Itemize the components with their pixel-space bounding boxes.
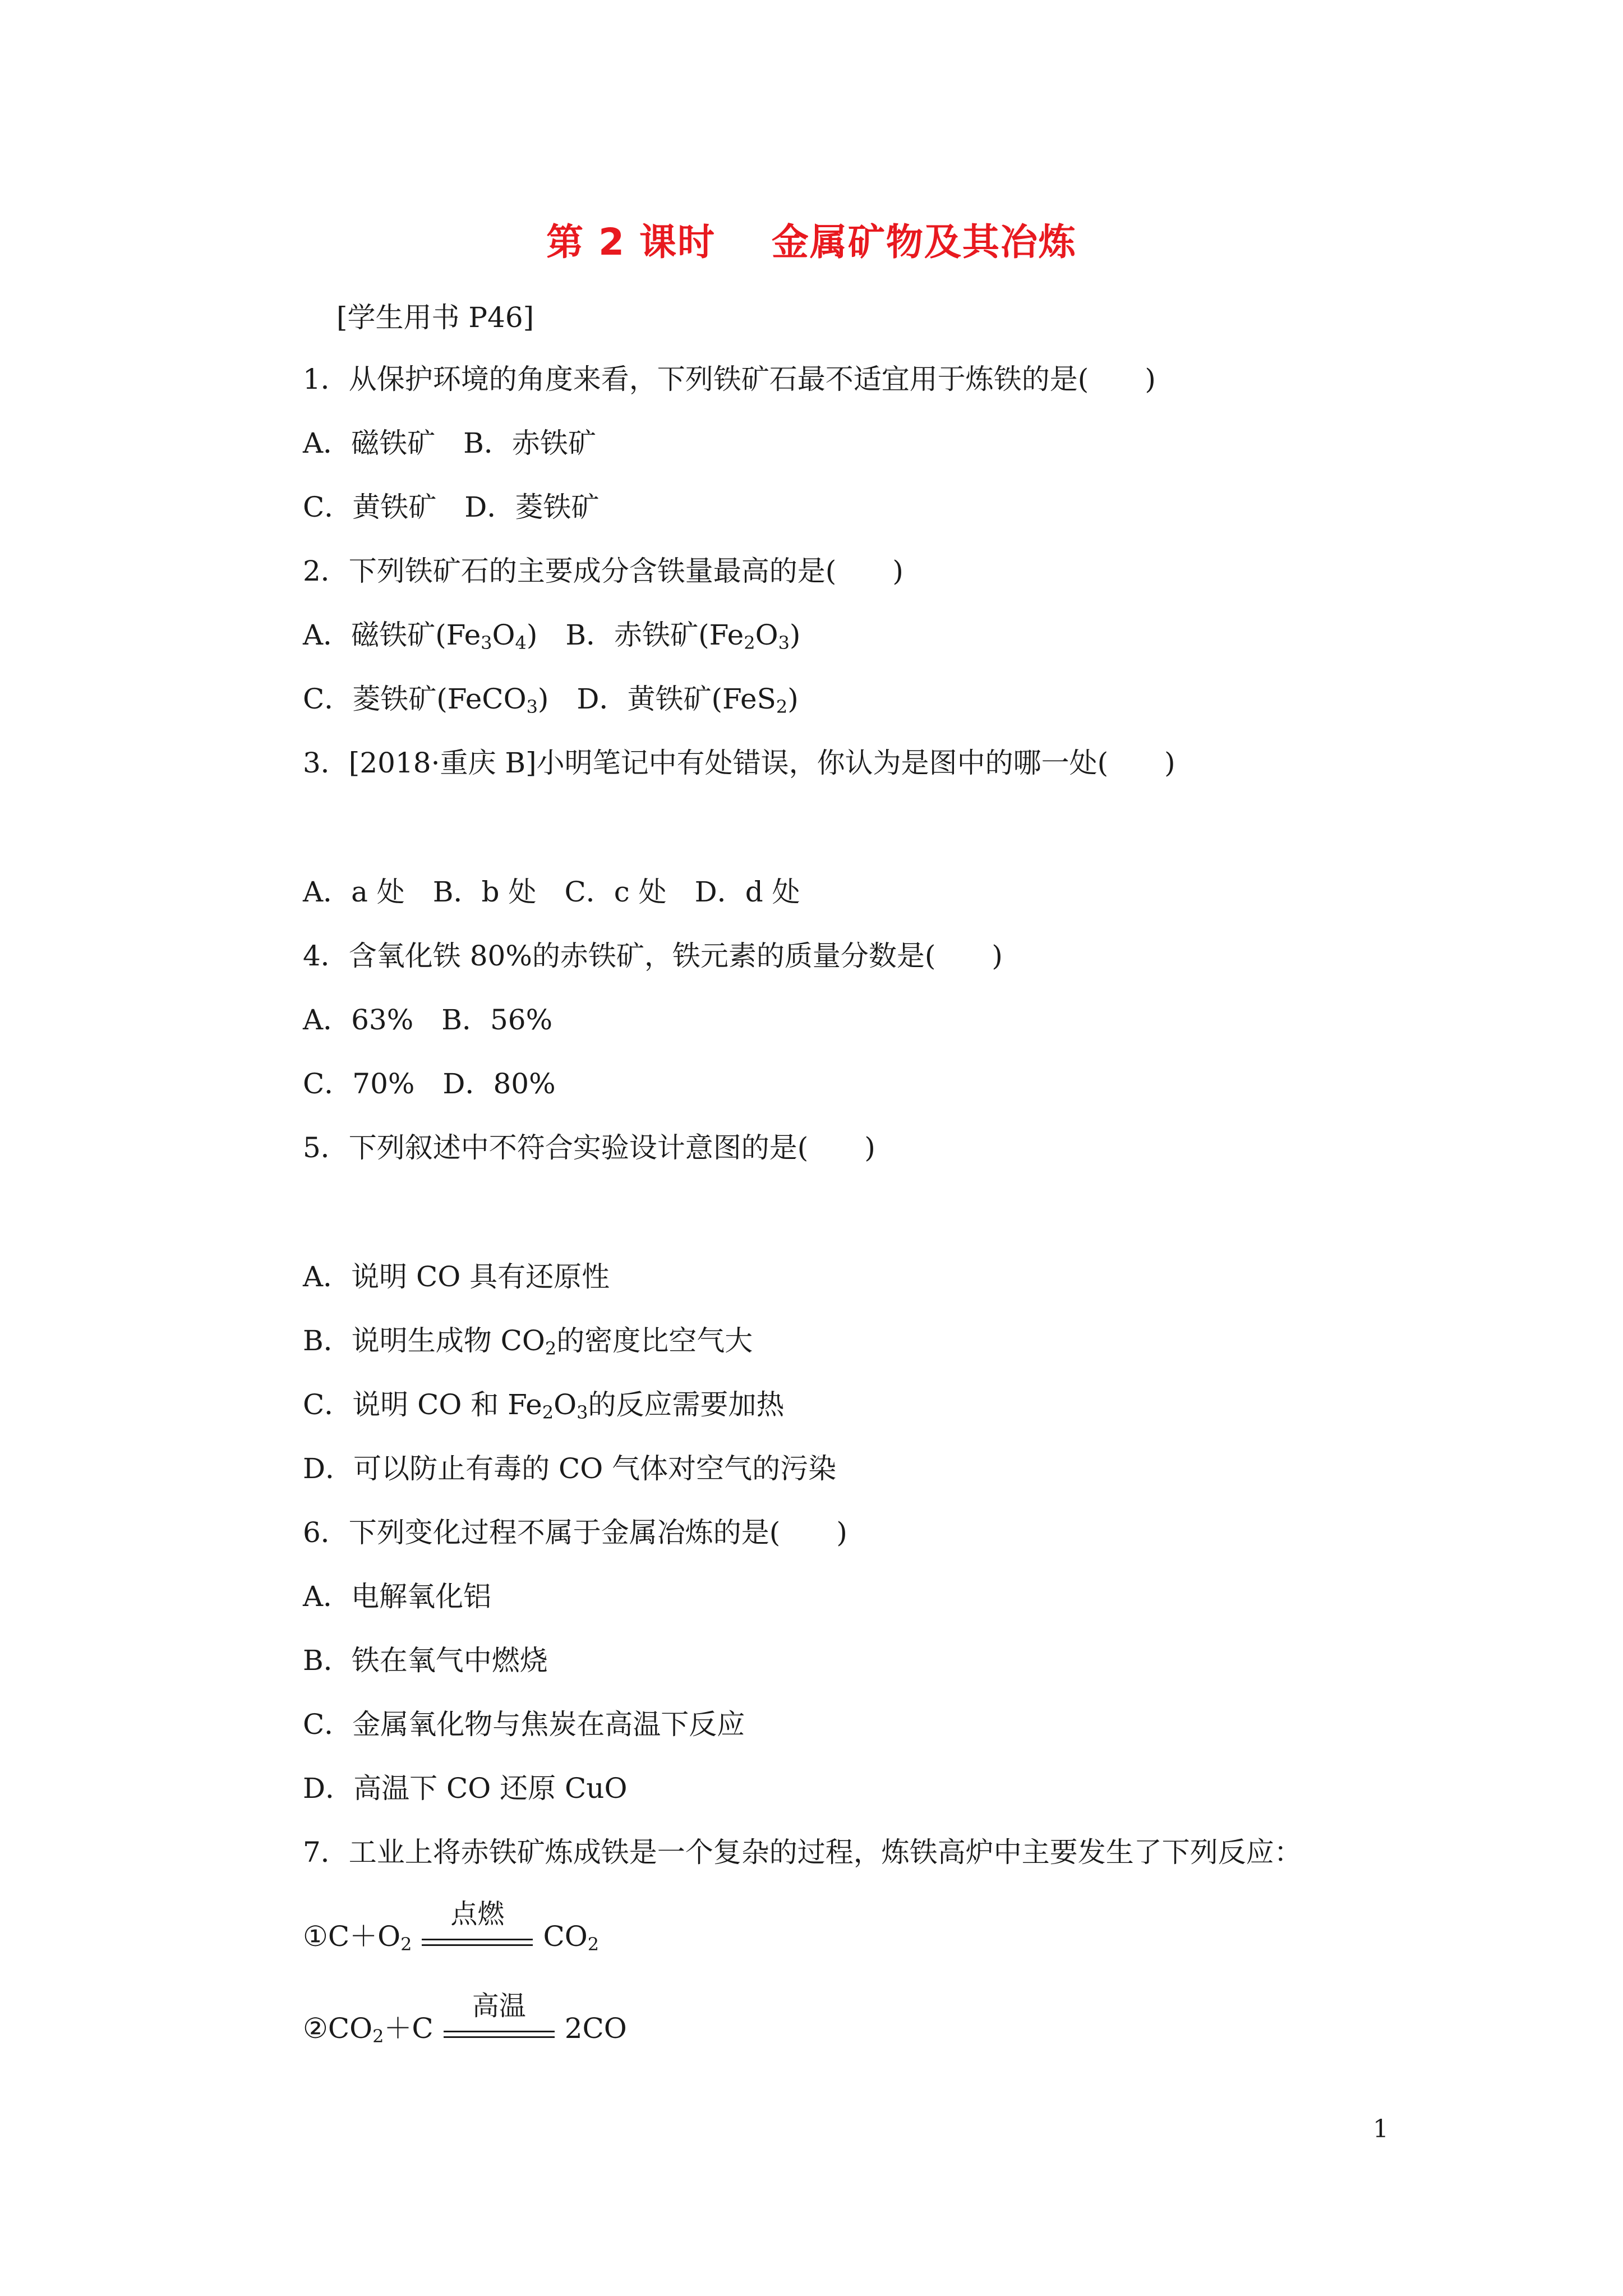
textbook-reference: [学生用书 P46]	[336, 301, 534, 334]
question-5-option-b: B．说明生成物 $CO_2$的密度比空气大	[303, 1324, 753, 1359]
reaction-condition-sign: 高温	[440, 2012, 558, 2045]
question-2-stem: 2．下列铁矿石的主要成分含铁量最高的是( )	[303, 555, 903, 587]
question-6-option-c: C．金属氧化物与焦炭在高温下反应	[303, 1708, 745, 1741]
reaction-1: $①C+O_2$ 点燃 $CO_2$	[303, 1898, 600, 1955]
reaction-condition-sign: 点燃	[418, 1920, 536, 1953]
question-3-options: A．a 处 B．b 处 C．c 处 D．d 处	[303, 876, 800, 908]
question-3-stem: 3．[2018·重庆 B]小明笔记中有处错误，你认为是图中的哪一处( )	[303, 747, 1175, 779]
question-6-option-b: B．铁在氧气中燃烧	[303, 1644, 548, 1677]
page-title: 第 2 课时 金属矿物及其冶炼	[546, 220, 1077, 264]
question-5-option-d: D．可以防止有毒的 CO 气体对空气的污染	[303, 1452, 837, 1485]
question-4-options-cd: C．70% D．80%	[303, 1068, 556, 1100]
question-6-option-a: A．电解氧化铝	[303, 1580, 492, 1613]
reaction-2: $②CO_2+C$ 高温 2CO	[303, 1990, 627, 2047]
question-6-option-d: D．高温下 CO 还原 CuO	[303, 1772, 628, 1805]
question-1-stem: 1．从保护环境的角度来看，下列铁矿石最不适宜用于炼铁的是( )	[303, 363, 1156, 395]
question-5-option-a: A．说明 CO 具有还原性	[303, 1260, 610, 1293]
question-7-stem: 7．工业上将赤铁矿炼成铁是一个复杂的过程，炼铁高炉中主要发生了下列反应：	[303, 1836, 1302, 1869]
question-1-options-cd: C．黄铁矿 D．菱铁矿	[303, 491, 600, 523]
question-5-option-c: C．说明 CO 和 $Fe_2O_3$的反应需要加热	[303, 1388, 785, 1423]
question-1-options-ab: A．磁铁矿 B．赤铁矿	[303, 427, 596, 459]
question-6-stem: 6．下列变化过程不属于金属冶炼的是( )	[303, 1516, 847, 1549]
question-2-options-ab: A．磁铁矿$(Fe_3O_4)$ B．赤铁矿$(Fe_2O_3)$	[303, 619, 801, 654]
question-2-options-cd: C．菱铁矿(FeCO$_3$) D．黄铁矿(FeS$_2$)	[303, 683, 799, 717]
question-4-options-ab: A．63% B．56%	[303, 1004, 553, 1036]
question-5-stem: 5．下列叙述中不符合实验设计意图的是( )	[303, 1131, 875, 1164]
page-number: 1	[1373, 2115, 1389, 2143]
question-4-stem: 4．含氧化铁 80%的赤铁矿，铁元素的质量分数是( )	[303, 940, 1003, 972]
